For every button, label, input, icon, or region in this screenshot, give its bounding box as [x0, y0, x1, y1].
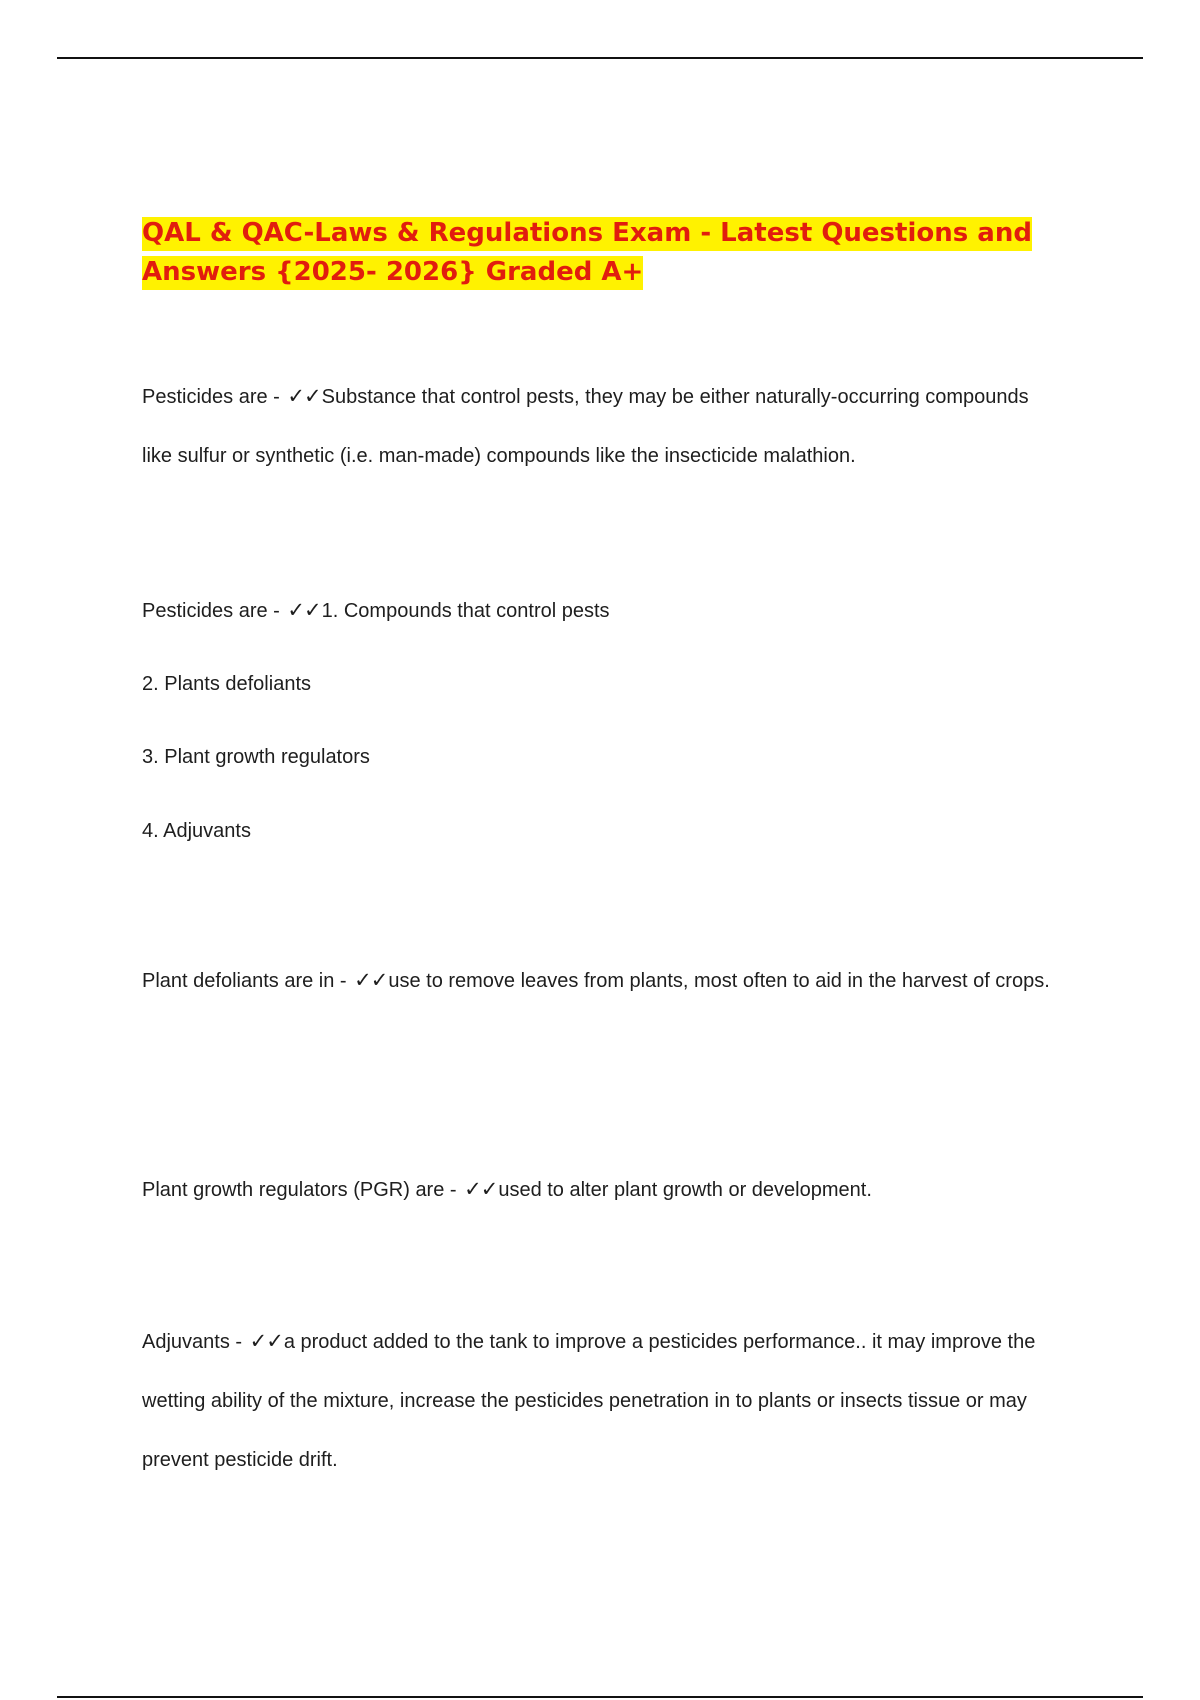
entry-answer: use to remove leaves from plants, most often to aid in the harvest of crops.: [388, 970, 1050, 992]
double-check-icon: ✓✓: [249, 1329, 283, 1353]
list-item: 2. Plants defoliants: [142, 673, 311, 695]
entry-answer: used to alter plant growth or development.: [498, 1179, 872, 1201]
qa-entry: [142, 581, 1062, 641]
double-check-icon: ✓✓: [287, 598, 321, 622]
entry-term: Adjuvants: [142, 1331, 230, 1353]
entry-term: Pesticides are: [142, 600, 268, 622]
header-rule: [57, 57, 1143, 59]
qa-entry: [142, 1312, 1062, 1490]
entry-separator: -: [229, 1331, 248, 1353]
list-item: 4. Adjuvants: [142, 820, 251, 842]
entry-term: Pesticides are: [142, 386, 268, 408]
entry-separator: -: [267, 386, 286, 408]
entry-answer: 1. Compounds that control pests: [321, 600, 610, 622]
entry-separator: -: [267, 600, 286, 622]
entry-separator: -: [334, 970, 353, 992]
entry-separator: -: [444, 1179, 463, 1201]
footer-rule: [57, 1696, 1143, 1698]
entry-answer: a product added to the tank to improve a pesticides performance.. it may improve the wetting ability of the mixture, increase the pesticides penetration in to plants or insects tissue or may prevent pesticide drift.: [142, 1331, 1036, 1471]
title-highlight: QAL & QAC-Laws & Regulations Exam - Latest Questions and Answers {2025- 2026} Graded A+: [142, 217, 1032, 290]
qa-entry: [142, 1160, 1062, 1220]
entry-answer: Substance that control pests, they may be either naturally-occurring compounds like sulfur or synthetic (i.e. man-made) compounds like the insecticide malathion.: [142, 386, 1029, 467]
double-check-icon: ✓✓: [464, 1177, 498, 1201]
list-item: 3. Plant growth regulators: [142, 746, 370, 768]
qa-entry: [142, 367, 1062, 486]
entry-term: Plant defoliants are in: [142, 970, 335, 992]
entry-term: Plant growth regulators (PGR) are: [142, 1179, 445, 1201]
qa-entry: [142, 951, 1062, 1011]
double-check-icon: ✓✓: [354, 968, 388, 992]
double-check-icon: ✓✓: [287, 384, 321, 408]
document-title: [142, 214, 1072, 292]
